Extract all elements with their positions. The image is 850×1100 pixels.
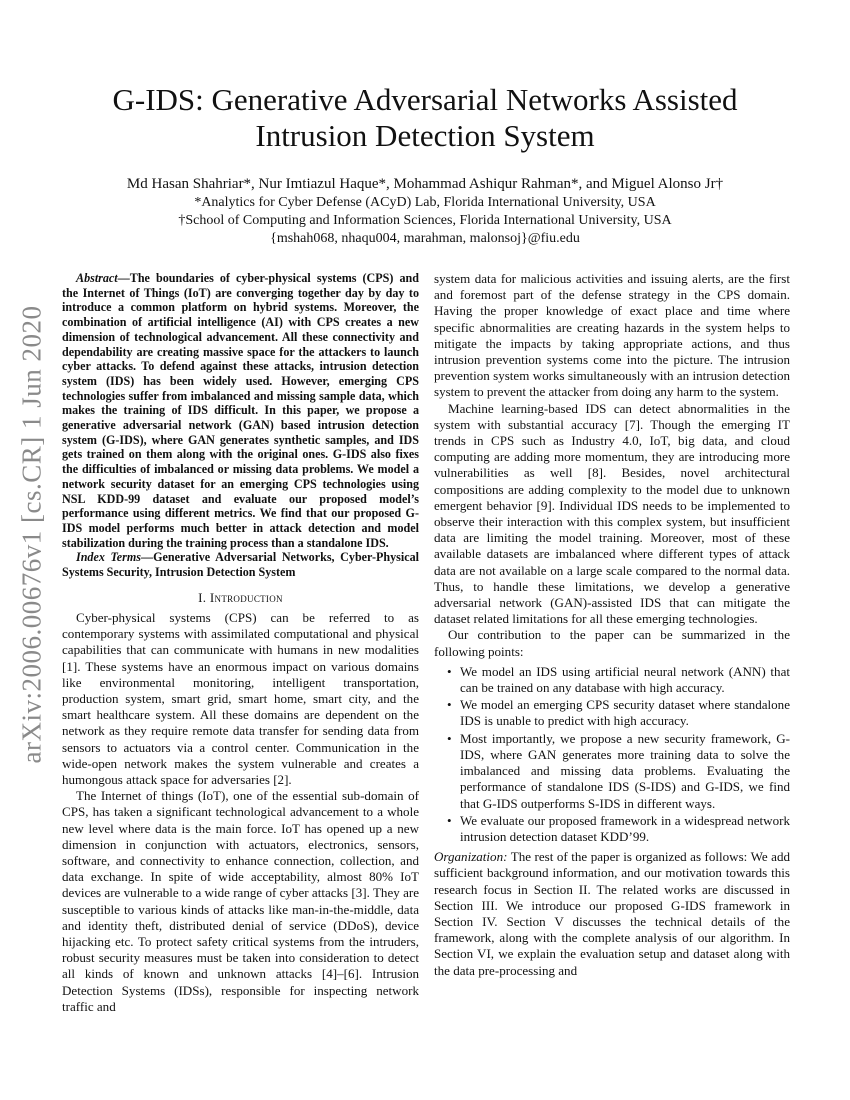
contribution-text: We model an emerging CPS security dataset where standalone IDS is unable to predict with high accuracy. [460,697,790,729]
organization-paragraph [434,849,790,979]
right-paragraph-2: Machine learning-based IDS can detect abnormalities in the system with substantial accuracy [7]. Though the emerging IT trends in CPS such as Industry 4.0, IoT, big data, and cloud computing are adding more momentum, they are introducing more vulnerabilities as well [8]. Besides, novel architectural compositions are adding complexity to the model due to unknown emergent behavior [9]. Individual IDS needs to be implemented to observe their interaction with this complex system, but insufficient data are limiting the model training. Moreover, most of these available datasets are imbalanced where different types of attack data are not available on a large scale compared to the normal data. Thus, to handle these limitations, we develop a generative adversarial network (GAN)-assisted IDS that can mitigate the dataset related limitations for all these emerging technologies. [434,400,790,627]
title-line-1: G-IDS: Generative Adversarial Networks Assisted [112,82,738,117]
arxiv-identifier-text: arXiv:2006.00676v1 [cs.CR] 1 Jun 2020 [16,305,47,763]
intro-paragraph-2: The Internet of things (IoT), one of the essential sub-domain of CPS, has taken a significant technological advancement to a whole new level where data is the main force. IoT has opened up a new dimension in conjunction with actuators, electronics, sensors, software, and connectivity to enhance connection, collection, and data exchange. In spite of wide acceptability, almost 80% IoT devices are vulnerable to a wide range of cyber attacks [3]. They are susceptible to various kinds of attacks like man-in-the-middle, data and identity theft, distributed denial of service (DDoS), device hijacking etc. To protect safety critical systems from the intruders, robust security measures must be taken into consideration to detect all kinds of known and unknown attacks [4]–[6]. Intrusion Detection Systems (IDSs), responsible for inspecting network traffic and [62,788,419,1014]
right-column [434,271,790,979]
contribution-list [434,664,790,845]
organization-label: Organization: [434,849,508,865]
right-paragraph-3: Our contribution to the paper can be summarized in the following points: [434,627,790,659]
contribution-text: We model an IDS using artificial neural network (ANN) that can be trained on any database with high accuracy. [460,663,790,696]
index-terms [62,550,419,579]
intro-paragraph-1: Cyber-physical systems (CPS) can be referred to as contemporary systems with assimilated computational and physical capabilities that can communicate with humans in new modalities [1]. These systems have an enormous impact on various domains like environmental monitoring, intelligent transportation, production system, smart grid, smart home, smart city, and the smart healthcare system. All these domains are dependent on the network as they require remote data transfer for sending data from sensors to actuators via a control center. Communication in the wide-open network makes the system vulnerable and creates a humongous attack space for adversaries [2]. [62,609,419,787]
abstract [62,271,419,550]
abstract-label: Abstract [76,271,118,285]
bullet-icon: • [447,730,452,746]
left-column [62,271,419,1015]
list-item [447,697,790,729]
section-heading-introduction: I. Introduction [198,589,283,605]
contribution-text: Most importantly, we propose a new security framework, G-IDS, where GAN generates more training data to solve the imbalanced and missing data problems. Evaluating the performance of standalone IDS (S-IDS) and G-IDS, we find that G-IDS outperforms S-IDS in different ways. [460,730,790,811]
affiliation-2: †School of Computing and Information Sciences, Florida International University, USA [178,213,672,228]
list-item [447,812,790,845]
title-line-2: Intrusion Detection System [255,118,595,153]
right-paragraph-1: system data for malicious activities and issuing alerts, are the first and foremost part of the defense strategy in the CPS domain. Having the proper knowledge of exact place and time where specific abnormalities are creating hazards in the system helps to mitigate the impacts by taking appropriate actions, and thus intrusion prevention systems come into the picture. The intrusion prevention system works simultaneously with an intrusion detection system to prevent the attacker from doing any harm to the system. [434,271,790,400]
list-item [447,730,790,812]
bullet-icon: • [447,812,452,828]
organization-text: The rest of the paper is organized as follows: We add sufficient background information, and our motivation towards this research focus in Section II. The related works are discussed in Section III. We introduce our proposed G-IDS framework in Section IV. Section V discusses the technical details of the framework, along with the complete analysis of our algorithm. In Section VI, we explain the evaluation setup and dataset along with the data pre-processing and [434,849,790,978]
author-emails: {mshah068, nhaqu004, marahman, malonsoj}@fiu.edu [270,231,580,246]
index-terms-label: Index Terms [76,550,141,565]
arxiv-identifier [8,292,56,776]
author-list: Md Hasan Shahriar*, Nur Imtiazul Haque*, Mohammad Ashiqur Rahman*, and Miguel Alonso Jr† [126,176,724,192]
paper-title [60,82,790,154]
bullet-icon: • [447,697,452,713]
bullet-icon: • [447,663,452,679]
affiliation-1: *Analytics for Cyber Defense (ACyD) Lab, Florida International University, USA [194,195,656,210]
index-terms-text: —Generative Adversarial Networks, Cyber-Physical Systems Security, Intrusion Detection System [62,550,419,580]
abstract-text: —The boundaries of cyber-physical systems (CPS) and the Internet of Things (IoT) are converging together day by day to introduce a common platform on hybrid systems. Moreover, the combination of artificial intelligence (AI) with CPS creates a new dimension of technological advancement. All these connectivity and dependability are creating massive space for the attackers to launch cyber attacks. To defend against these attacks, intrusion detection system (IDS) has been widely used. However, emerging CPS technologies suffer from imbalanced and missing sample data, which makes the training of IDS difficult. In this paper, we propose a generative adversarial network (GAN) based intrusion detection system (G-IDS), where GAN generates synthetic samples, and IDS gets trained on them along with the original ones. G-IDS also fixes the difficulties of imbalanced or missing data problems. We model a network security dataset for an emerging CPS technologies using NSL KDD-99 dataset and evaluate our proposed model’s performance using different metrics. We find that our proposed G-IDS model performs much better in attack detection and model stabilization during the training process than a standalone IDS. [62,271,419,550]
contribution-text: We evaluate our proposed framework in a widespread network intrusion detection dataset KDD’99. [460,812,790,844]
list-item [447,663,790,696]
